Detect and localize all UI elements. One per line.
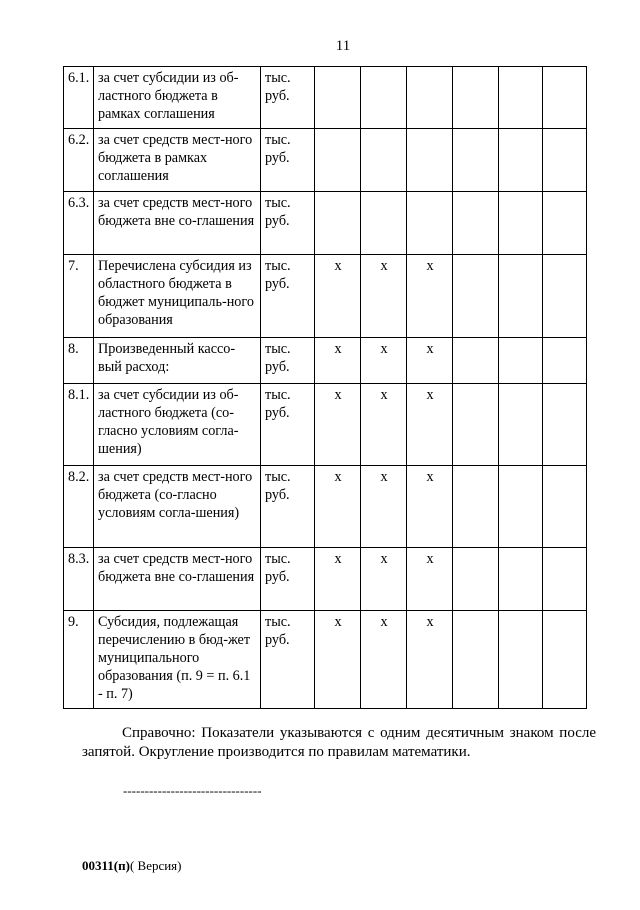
cell-value: [543, 611, 587, 709]
reference-note: Справочно: Показатели указываются с одним десятичным знаком после запятой. Округление производится по правилам математики.: [82, 725, 596, 760]
cell-value: x: [315, 255, 361, 338]
table-row: [64, 67, 587, 129]
cell-value: [499, 255, 543, 338]
row-number: 9.: [64, 611, 94, 709]
cell-value: [315, 192, 361, 255]
cell-value: x: [315, 466, 361, 548]
cell-value: [315, 129, 361, 192]
row-description: за счет субсидии из об-ластного бюджета в рамках соглашения: [94, 67, 261, 129]
cell-value: [453, 466, 499, 548]
cell-value: [499, 548, 543, 611]
row-unit: тыс. руб.: [261, 255, 315, 338]
row-unit: тыс. руб.: [261, 192, 315, 255]
row-number: 8.1.: [64, 384, 94, 466]
cell-value: x: [361, 338, 407, 384]
cell-value: x: [361, 466, 407, 548]
cell-value: x: [407, 611, 453, 709]
row-description: за счет субсидии из об-ластного бюджета (со-гласно условиям согла-шения): [94, 384, 261, 466]
cell-value: [499, 192, 543, 255]
cell-value: x: [361, 255, 407, 338]
cell-value: [499, 466, 543, 548]
row-description: за счет средств мест-ного бюджета в рамках соглашения: [94, 129, 261, 192]
cell-value: [453, 129, 499, 192]
cell-value: x: [407, 384, 453, 466]
table-row: [64, 129, 587, 192]
cell-value: [361, 192, 407, 255]
row-description: Перечислена субсидия из областного бюджета в бюджет муниципаль-ного образования: [94, 255, 261, 338]
cell-value: x: [315, 338, 361, 384]
cell-value: [453, 611, 499, 709]
row-description: за счет средств мест-ного бюджета вне со-глашения: [94, 192, 261, 255]
cell-value: x: [361, 611, 407, 709]
table-row: [64, 611, 587, 709]
cell-value: [499, 338, 543, 384]
row-unit: тыс. руб.: [261, 466, 315, 548]
cell-value: [453, 67, 499, 129]
table-row: [64, 192, 587, 255]
document-version: ( Версия): [129, 858, 182, 873]
row-description: Произведенный кассо-вый расход:: [94, 338, 261, 384]
row-unit: тыс. руб.: [261, 338, 315, 384]
table-row: [64, 466, 587, 548]
cell-value: [407, 192, 453, 255]
row-unit: тыс. руб.: [261, 611, 315, 709]
cell-value: x: [407, 548, 453, 611]
cell-value: x: [407, 466, 453, 548]
report-table: [63, 66, 587, 709]
cell-value: [543, 67, 587, 129]
cell-value: x: [315, 611, 361, 709]
cell-value: [453, 548, 499, 611]
row-unit: тыс. руб.: [261, 548, 315, 611]
cell-value: [543, 466, 587, 548]
table-row: [64, 255, 587, 338]
table-row: [64, 548, 587, 611]
row-number: 6.1.: [64, 67, 94, 129]
separator-line: --------------------------------: [123, 783, 262, 798]
cell-value: [361, 129, 407, 192]
row-number: 8.2.: [64, 466, 94, 548]
cell-value: [499, 384, 543, 466]
cell-value: [543, 192, 587, 255]
cell-value: [543, 548, 587, 611]
cell-value: [361, 67, 407, 129]
cell-value: [543, 384, 587, 466]
row-number: 7.: [64, 255, 94, 338]
row-description: за счет средств мест-ного бюджета вне со-глашения: [94, 548, 261, 611]
cell-value: [543, 338, 587, 384]
cell-value: [407, 129, 453, 192]
cell-value: [315, 67, 361, 129]
cell-value: x: [315, 384, 361, 466]
page-number: 11: [335, 38, 351, 54]
cell-value: x: [315, 548, 361, 611]
row-number: 8.: [64, 338, 94, 384]
cell-value: [453, 338, 499, 384]
cell-value: x: [361, 384, 407, 466]
cell-value: x: [407, 338, 453, 384]
cell-value: [543, 129, 587, 192]
cell-value: [453, 255, 499, 338]
table-row: [64, 338, 587, 384]
row-description: Субсидия, подлежащая перечислению в бюд-жет муниципального образования (п. 9 = п. 6.1 - п. 7): [94, 611, 261, 709]
cell-value: [453, 192, 499, 255]
cell-value: [543, 255, 587, 338]
cell-value: [499, 129, 543, 192]
document-footer: [82, 858, 182, 874]
cell-value: x: [361, 548, 407, 611]
row-unit: тыс. руб.: [261, 67, 315, 129]
row-number: 6.3.: [64, 192, 94, 255]
row-number: 8.3.: [64, 548, 94, 611]
cell-value: x: [407, 255, 453, 338]
row-unit: тыс. руб.: [261, 384, 315, 466]
cell-value: [407, 67, 453, 129]
cell-value: [499, 67, 543, 129]
document-code: 00311(п): [82, 858, 130, 873]
cell-value: [453, 384, 499, 466]
row-number: 6.2.: [64, 129, 94, 192]
cell-value: [499, 611, 543, 709]
row-description: за счет средств мест-ного бюджета (со-гласно условиям согла-шения): [94, 466, 261, 548]
row-unit: тыс. руб.: [261, 129, 315, 192]
table-row: [64, 384, 587, 466]
